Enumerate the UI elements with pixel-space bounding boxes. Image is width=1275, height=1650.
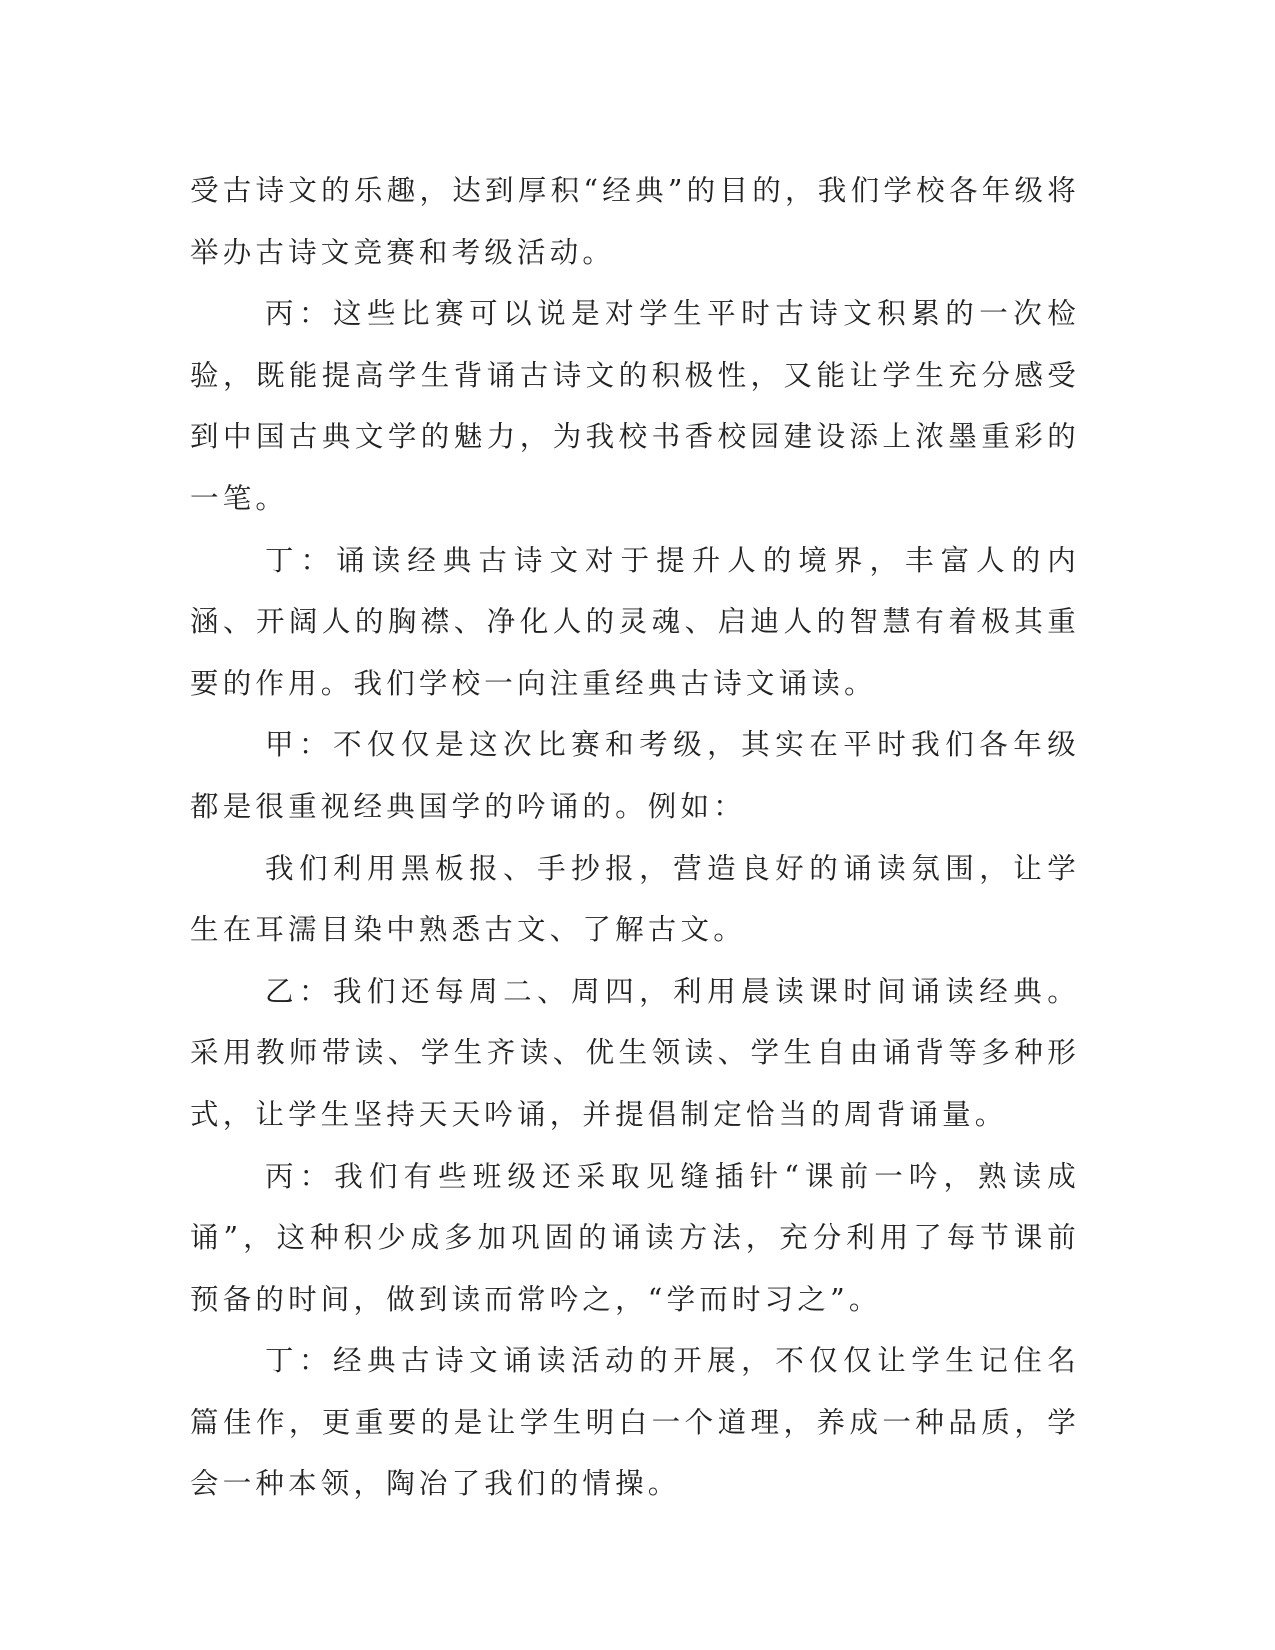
paragraph-5: 我们利用黑板报、手抄报，营造良好的诵读氛围，让学生在耳濡目染中熟悉古文、了解古文。 xyxy=(190,851,1080,947)
paragraph-2: 丙：这些比赛可以说是对学生平时古诗文积累的一次检验，既能提高学生背诵古诗文的积极性，又能让学生充分感受到中国古典文学的魅力，为我校书香校园建设添上浓墨重彩的一笔。 xyxy=(190,297,1080,515)
paragraph-1: 受古诗文的乐趣，达到厚积“经典”的目的，我们学校各年级将举办古诗文竞赛和考级活动。 xyxy=(190,174,1080,269)
paragraph-8: 丁：经典古诗文诵读活动的开展，不仅仅让学生记住名篇佳作，更重要的是让学生明白一个道理，养成一种品质，学会一种本领，陶冶了我们的情操。 xyxy=(190,1344,1080,1501)
paragraph-3: 丁：诵读经典古诗文对于提升人的境界，丰富人的内涵、开阔人的胸襟、净化人的灵魂、启迪人的智慧有着极其重要的作用。我们学校一向注重经典古诗文诵读。 xyxy=(190,543,1080,700)
paragraph-4: 甲：不仅仅是这次比赛和考级，其实在平时我们各年级都是很重视经典国学的吟诵的。例如： xyxy=(190,728,1080,823)
paragraph-7: 丙：我们有些班级还采取见缝插针“课前一吟，熟读成诵”，这种积少成多加巩固的诵读方法，充分利用了每节课前预备的时间，做到读而常吟之，“学而时习之”。 xyxy=(190,1159,1080,1316)
paragraph-6: 乙：我们还每周二、周四，利用晨读课时间诵读经典。采用教师带读、学生齐读、优生领读、学生自由诵背等多种形式，让学生坚持天天吟诵，并提倡制定恰当的周背诵量。 xyxy=(190,974,1080,1131)
document-body xyxy=(190,160,1080,1515)
